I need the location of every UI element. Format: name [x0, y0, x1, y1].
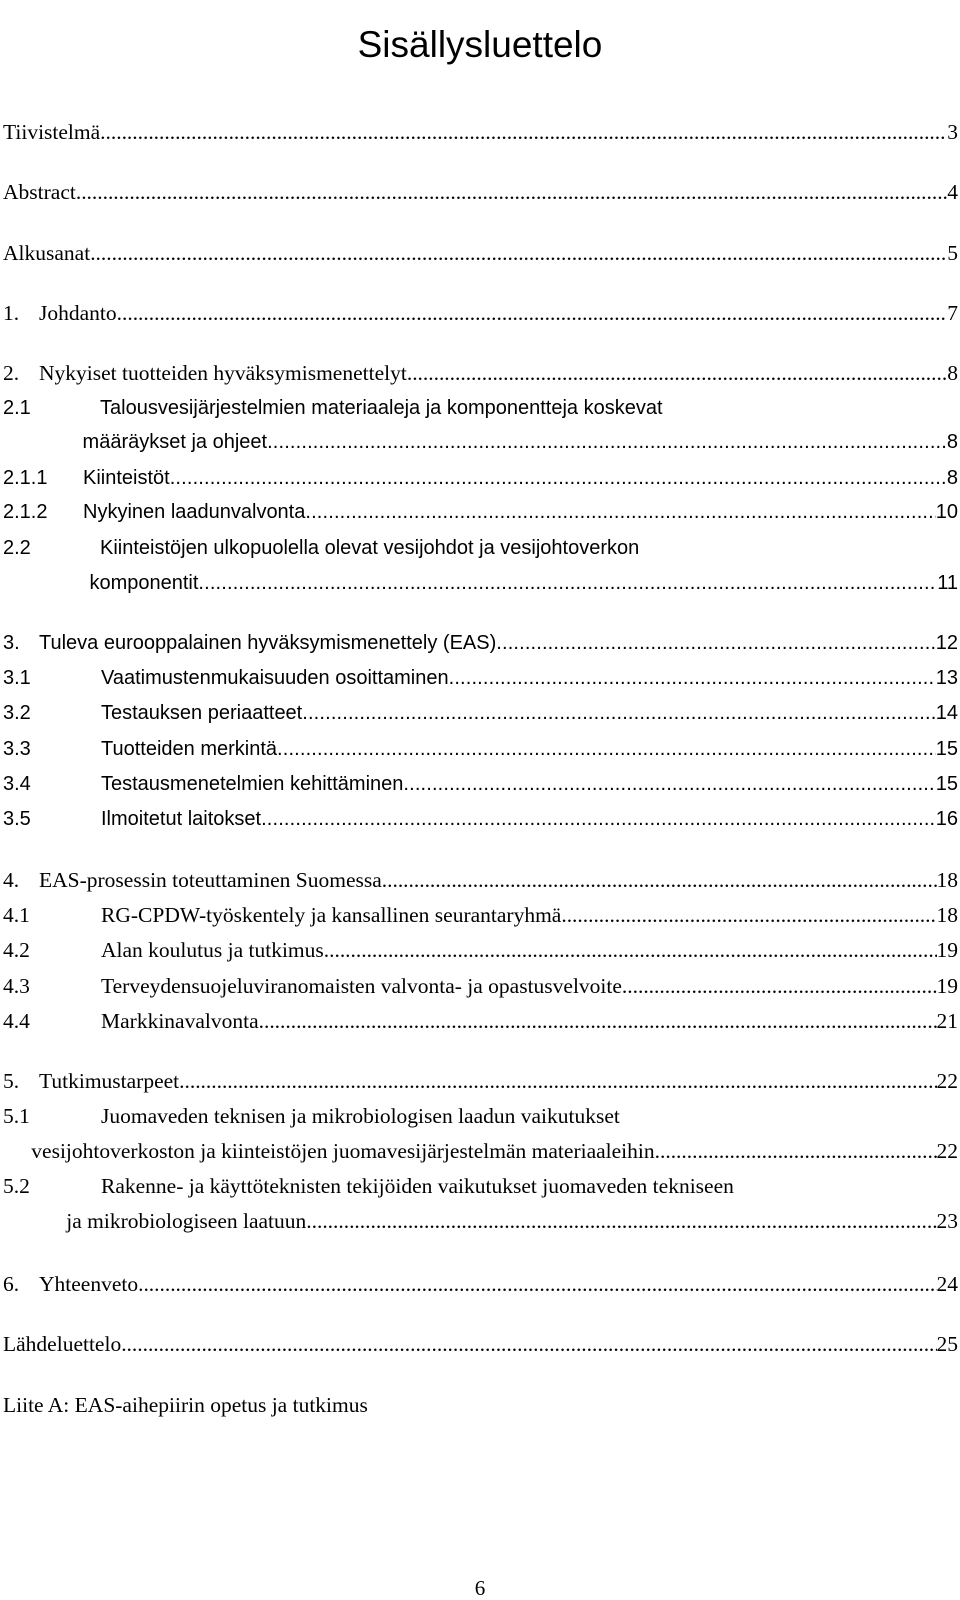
- toc-entry-page: 11: [937, 572, 958, 594]
- toc-entry-number: 3.: [3, 632, 20, 654]
- toc-entry[interactable]: [3, 1390, 958, 1420]
- dot-leader: [121, 1329, 936, 1359]
- dot-leader: [306, 1206, 936, 1236]
- toc-entry-title: Juomaveden teknisen ja mikrobiologisen laadun vaikutukset: [101, 1104, 620, 1128]
- toc-entry[interactable]: [3, 1269, 958, 1299]
- toc-entry-number: 2.1: [3, 397, 31, 419]
- toc-entry-title: Tutkimustarpeet: [39, 1069, 180, 1093]
- toc-entry-page: 22: [936, 1069, 958, 1093]
- toc-entry[interactable]: [3, 769, 958, 799]
- toc-entry-page: 14: [935, 702, 958, 724]
- toc-entry-page: 19: [936, 974, 958, 998]
- toc-entry[interactable]: [3, 1136, 958, 1166]
- toc-entry[interactable]: [3, 497, 958, 527]
- toc-entry-title: Testausmenetelmien kehittäminen: [101, 773, 404, 795]
- toc-entry-page: 16: [935, 808, 958, 830]
- toc-entry-title: Alkusanat: [3, 241, 91, 265]
- toc-entry-page: 21: [936, 1009, 958, 1033]
- toc-entry-number: 5.1: [3, 1104, 30, 1128]
- toc-entry[interactable]: [3, 734, 958, 764]
- toc-entry-title: Liite A: EAS-aihepiirin opetus ja tutkimus: [3, 1393, 368, 1417]
- toc-entry-title: Terveydensuojeluviranomaisten valvonta- ja opastusvelvoite: [101, 974, 622, 998]
- page-title: Sisällysluettelo: [357, 23, 603, 65]
- toc-entry-title: Rakenne- ja käyttöteknisten tekijöiden vaikutukset juomaveden tekniseen: [101, 1174, 734, 1198]
- toc-entry-title: komponentit: [89, 572, 199, 594]
- toc-entry[interactable]: [3, 971, 958, 1001]
- toc-entry-title: määräykset ja ohjeet: [82, 431, 268, 453]
- toc-entry-title: Nykyinen laadunvalvonta: [83, 501, 306, 523]
- toc-entry-page: 13: [935, 667, 958, 689]
- dot-leader: [449, 663, 936, 693]
- toc-entry-page: 15: [935, 773, 958, 795]
- toc-entry-title: Nykyiset tuotteiden hyväksymismenettelyt: [39, 361, 407, 385]
- toc-entry-title: Lähdeluettelo: [3, 1332, 122, 1356]
- toc-entry-title: Abstract: [3, 180, 76, 204]
- dot-leader: [561, 900, 936, 930]
- toc-entry-page: 10: [935, 501, 958, 523]
- dot-leader: [117, 298, 948, 328]
- toc-entry-page: 22: [936, 1139, 958, 1163]
- toc-entry-title: Kiinteistöt: [83, 467, 170, 489]
- dot-leader: [407, 358, 947, 388]
- dot-leader: [100, 117, 947, 147]
- dot-leader: [382, 865, 937, 895]
- dot-leader: [622, 971, 937, 1001]
- toc-entry-number: 3.5: [3, 808, 31, 830]
- toc-entry-page: 4: [947, 180, 958, 204]
- toc-entry-number: 2.1.1: [3, 467, 48, 489]
- toc-entry-page: 8: [946, 431, 958, 453]
- toc-entry-number: 2.1.2: [3, 501, 48, 523]
- toc-entry-page: 18: [936, 868, 958, 892]
- toc-entry[interactable]: [3, 900, 958, 930]
- toc-entry[interactable]: [3, 393, 958, 423]
- dot-leader: [170, 463, 947, 493]
- dot-leader: [302, 698, 936, 728]
- toc-entry-number: 2.: [3, 361, 20, 385]
- toc-entry-number: 5.: [3, 1069, 20, 1093]
- toc-entry-number: 4.4: [3, 1009, 30, 1033]
- toc-entry[interactable]: [3, 358, 958, 388]
- toc-entry-number: 1.: [3, 301, 20, 325]
- toc-entry-number: 4.: [3, 868, 20, 892]
- toc-entry-title: Tiivistelmä: [3, 120, 101, 144]
- toc-entry-number: 2.2: [3, 537, 31, 559]
- toc-entry[interactable]: [3, 177, 958, 207]
- toc-entry-title: Tuleva eurooppalainen hyväksymismenettely (EAS): [39, 632, 497, 654]
- dot-leader: [179, 1066, 936, 1096]
- toc-entry-title: Yhteenveto: [39, 1272, 139, 1296]
- toc-entry[interactable]: [3, 1329, 958, 1359]
- dot-leader: [324, 935, 937, 965]
- dot-leader: [198, 568, 937, 598]
- dot-leader: [259, 1006, 937, 1036]
- toc-entry-number: 3.2: [3, 702, 31, 724]
- dot-leader: [267, 427, 947, 457]
- toc-entry[interactable]: [3, 1066, 958, 1096]
- toc-entry-page: 3: [947, 120, 958, 144]
- toc-entry-page: 7: [947, 301, 958, 325]
- page-number: 6: [474, 1576, 486, 1600]
- toc-entry[interactable]: [3, 1206, 958, 1236]
- toc-entry-page: 23: [936, 1209, 958, 1233]
- toc-entry-page: 15: [935, 738, 958, 760]
- toc-entry-title: Markkinavalvonta: [101, 1009, 259, 1033]
- toc-entry[interactable]: [3, 298, 958, 328]
- toc-entry-title: Vaatimustenmukaisuuden osoittaminen: [101, 667, 449, 689]
- toc-entry-title: Alan koulutus ja tutkimus: [101, 938, 324, 962]
- toc-entry-title: Testauksen periaatteet: [101, 702, 303, 724]
- toc-entry[interactable]: [3, 568, 958, 598]
- toc-entry-title: Kiinteistöjen ulkopuolella olevat vesijohdot ja vesijohtoverkon: [100, 537, 640, 559]
- toc-entry-page: 25: [936, 1332, 958, 1356]
- toc-entry[interactable]: [3, 533, 958, 563]
- toc-entry[interactable]: [3, 628, 958, 658]
- toc-entry-page: 24: [936, 1272, 958, 1296]
- dot-leader: [403, 769, 935, 799]
- toc-entry[interactable]: [3, 865, 958, 895]
- toc-entry-title: Ilmoitetut laitokset: [101, 808, 262, 830]
- toc-entry-title: ja mikrobiologiseen laatuun: [66, 1209, 307, 1233]
- toc-entry-page: 8: [947, 361, 958, 385]
- toc-entry[interactable]: [3, 1006, 958, 1036]
- toc-entry-page: 12: [935, 632, 958, 654]
- toc-entry-page: 5: [947, 241, 958, 265]
- toc-entry[interactable]: [3, 804, 958, 834]
- dot-leader: [261, 804, 936, 834]
- dot-leader: [305, 497, 935, 527]
- toc-entry[interactable]: [3, 698, 958, 728]
- toc-entry-number: 3.1: [3, 667, 31, 689]
- toc-entry-title: vesijohtoverkoston ja kiinteistöjen juomavesijärjestelmän materiaaleihin: [31, 1139, 655, 1163]
- toc-entry-title: Talousvesijärjestelmien materiaaleja ja komponentteja koskevat: [100, 397, 663, 419]
- toc-entry[interactable]: [3, 1101, 958, 1131]
- toc-entry[interactable]: [3, 238, 958, 268]
- toc-entry-number: 4.2: [3, 938, 30, 962]
- toc-entry-page: 8: [946, 467, 958, 489]
- toc-entry[interactable]: [3, 935, 958, 965]
- dot-leader: [277, 734, 936, 764]
- toc-entry-number: 3.4: [3, 773, 31, 795]
- toc-entry-number: 4.1: [3, 903, 30, 927]
- toc-entry[interactable]: [3, 117, 958, 147]
- dot-leader: [138, 1269, 936, 1299]
- dot-leader: [76, 177, 947, 207]
- toc-entry[interactable]: [3, 1171, 958, 1201]
- dot-leader: [655, 1136, 937, 1166]
- toc-entry[interactable]: [3, 463, 958, 493]
- dot-leader: [90, 238, 947, 268]
- toc-entry-page: 18: [936, 903, 958, 927]
- toc-entry-title: Johdanto: [39, 301, 117, 325]
- dot-leader: [496, 628, 935, 658]
- toc-entry[interactable]: [3, 427, 958, 457]
- toc-entry-page: 19: [936, 938, 958, 962]
- toc-entry-number: 6.: [3, 1272, 20, 1296]
- toc-entry-number: 4.3: [3, 974, 30, 998]
- toc-entry-title: Tuotteiden merkintä: [101, 738, 278, 760]
- toc-entry-title: RG-CPDW-työskentely ja kansallinen seurantaryhmä: [101, 903, 562, 927]
- toc-entry-number: 3.3: [3, 738, 31, 760]
- toc-entry[interactable]: [3, 663, 958, 693]
- toc-entry-title: EAS-prosessin toteuttaminen Suomessa: [39, 868, 382, 892]
- toc-entry-number: 5.2: [3, 1174, 30, 1198]
